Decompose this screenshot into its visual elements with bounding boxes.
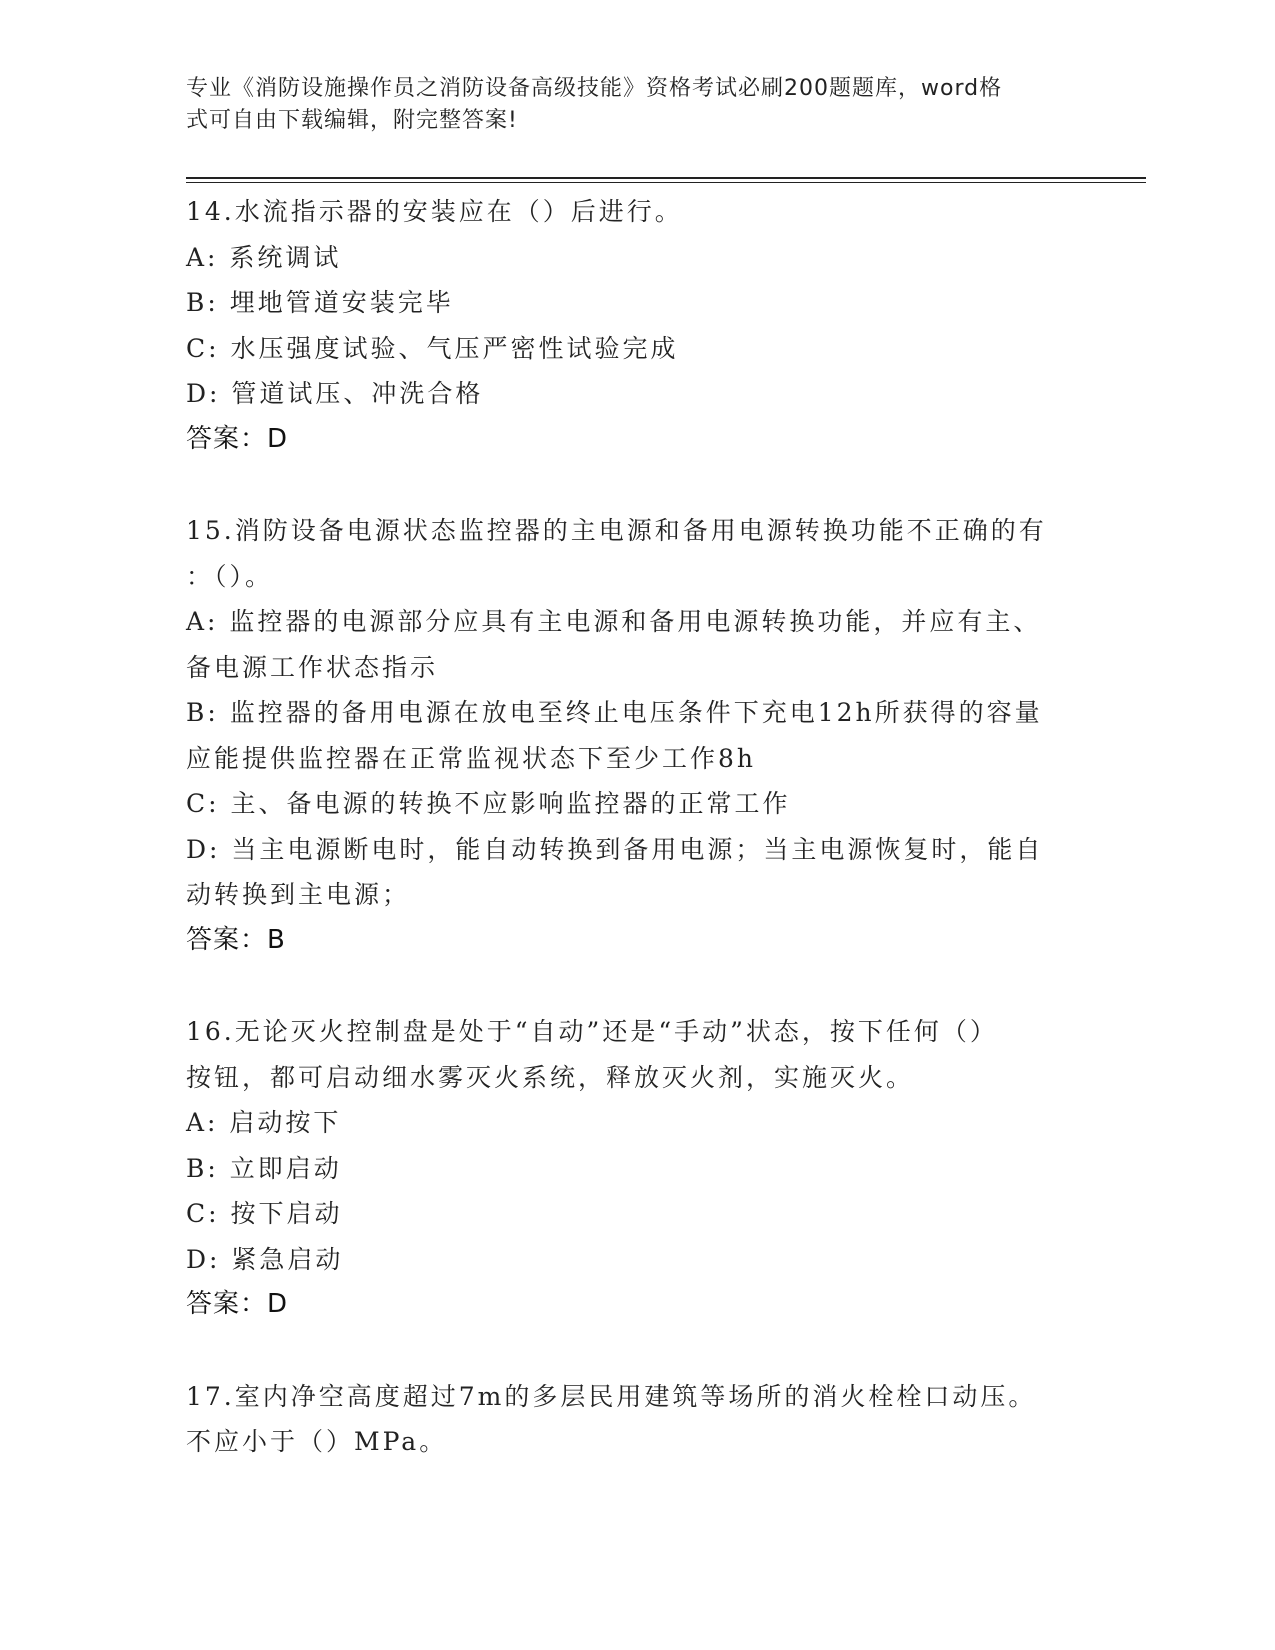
option-d: D: 当主电源断电时，能自动转换到备用电源；当主电源恢复时，能自 [186, 834, 1044, 864]
question-stem-cont: 按钮，都可启动细水雾灭火系统，释放灭火剂，实施灭火。 [186, 1062, 915, 1092]
option-a: A: 监控器的电源部分应具有主电源和备用电源转换功能，并应有主、 [186, 607, 1042, 636]
question-16 [186, 1009, 1086, 1328]
option-a-cont: 备电源工作状态指示 [186, 652, 439, 682]
question-stem: 16.无论灭火控制盘是处于“自动”还是“手动”状态，按下任何（） [186, 1017, 998, 1046]
answer-label: 答案：D [186, 423, 289, 454]
question-stem-cont: 不应小于（）MPa。 [186, 1427, 448, 1456]
question-14 [186, 189, 1086, 462]
question-stem-cont: ：（）。 [186, 561, 274, 591]
question-stem: 14.水流指示器的安装应在（）后进行。 [186, 197, 683, 226]
header-divider [186, 177, 1146, 179]
option-b: B: 监控器的备用电源在放电至终止电压条件下充电12h所获得的容量 [186, 698, 1043, 727]
option-b-cont: 应能提供监控器在正常监视状态下至少工作8h [186, 743, 757, 773]
document-header [186, 73, 1066, 137]
option-d: D: 紧急启动 [186, 1244, 344, 1274]
question-list [186, 189, 1086, 1511]
option-d: D: 管道试压、冲洗合格 [186, 379, 484, 408]
header-divider-thin [186, 182, 1146, 183]
option-b: B: 埋地管道安装完毕 [186, 288, 454, 317]
answer-label: 答案：D [186, 1289, 289, 1319]
option-c: C: 水压强度试验、气压严密性试验完成 [186, 333, 679, 363]
answer-label: 答案：B [186, 924, 286, 955]
question-stem: 17.室内净空高度超过7m的多层民用建筑等场所的消火栓栓口动压。 [186, 1381, 1037, 1411]
option-d-cont: 动转换到主电源； [186, 880, 411, 909]
header-line-1: 专业《消防设施操作员之消防设备高级技能》资格考试必刷200题题库，word格 [186, 76, 1003, 101]
question-stem: 15.消防设备电源状态监控器的主电源和备用电源转换功能不正确的有 [186, 516, 1047, 545]
option-b: B: 立即启动 [186, 1153, 342, 1183]
header-line-2: 式可自由下载编辑，附完整答案! [186, 108, 518, 133]
option-c: C: 按下启动 [186, 1199, 343, 1228]
option-a: A: 启动按下 [186, 1108, 342, 1137]
option-a: A: 系统调试 [186, 242, 342, 272]
option-c: C: 主、备电源的转换不应影响监控器的正常工作 [186, 789, 791, 818]
question-15 [186, 508, 1086, 963]
question-17 [186, 1374, 1086, 1465]
